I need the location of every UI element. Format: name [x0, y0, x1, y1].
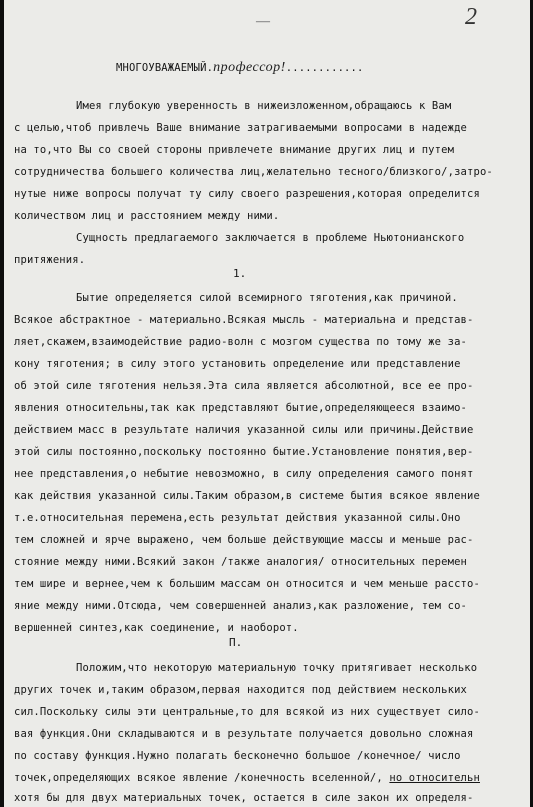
section-1-line: кону тяготения; в силу этого установить определение или представление [14, 358, 461, 370]
essence-line: притяжения. [14, 254, 86, 266]
section-1-line: нее представления,о небытие невозможно, в силу определения самого понят [14, 468, 474, 480]
section-2-line: Положим,что некоторую материальную точку притягивает несколько [76, 662, 478, 674]
section-1-line: яние между ними.Отсюда, чем совершенней анализ,как разложение, тем со- [14, 600, 468, 612]
section-1-line: об этой силе тяготения нельзя.Эта сила является абсолютной, все ее про- [14, 380, 474, 392]
section-1-line: ляет,скажем,взаимодействие радио-волн с мозгом существа по тому же за- [14, 336, 468, 348]
section-1-line: т.е.относительная перемена,есть результат действия указанной силы.Оно [14, 512, 461, 524]
section-1-line: действием масс в результате наличия указанной силы или причины.Действие [14, 424, 474, 436]
intro-line: количеством лиц и расстоянием между ними. [14, 210, 280, 222]
intro-line: нутые ниже вопросы получат ту силу своего разрешения,которая определится [14, 188, 480, 200]
intro-line: на то,что Вы со своей стороны привлечете внимание других лиц и путем [14, 144, 455, 156]
top-mark: — [256, 14, 270, 29]
salutation-handwritten: профессор! [213, 60, 286, 75]
section-2-line: по составу функция.Нужно полагать бесконечно большое /конечное/ число [14, 750, 461, 762]
section-2-heading: П. [229, 636, 243, 649]
essence-line: Сущность предлагаемого заключается в проблеме Ньютонианского [76, 232, 465, 244]
section-2-line: вая функция.Они складываются и в результате получается довольно сложная [14, 728, 474, 740]
page-number: 2 [465, 4, 477, 30]
section-1-line: Всякое абстрактное - материально.Всякая мысль - материальна и представ- [14, 314, 474, 326]
underlined-phrase: но относительн [389, 772, 480, 784]
intro-line: сотрудничества большего количества лиц,желательно тесного/близкого/,затро- [14, 166, 493, 178]
section-2-line: сил.Поскольку силы эти центральные,то для всякой из них существует сило- [14, 706, 480, 718]
intro-line: Имея глубокую уверенность в нижеизложенном,обращаюсь к Вам [76, 100, 452, 112]
section-1-line: стояние между ними.Всякий закон /также аналогия/ относительных перемен [14, 556, 468, 568]
section-1-line: явления относительны,так как представляют бытие,определяющееся взаимо- [14, 402, 468, 414]
salutation-typed: МНОГОУВАЖАЕМЫЙ. [116, 62, 214, 74]
salutation-line [116, 61, 363, 75]
section-1-line: как действия указанной силы.Таким образом,в системе бытия всякое явление [14, 490, 480, 502]
section-2-line: других точек и,таким образом,первая находится под действием нескольких [14, 684, 468, 696]
section-1-line: тем шире и вернее,чем к большим массам он относится и чем меньше рассто- [14, 578, 480, 590]
section-1-line: вершенней синтез,как соединение, и наоборот. [14, 622, 299, 634]
section-2-line [14, 771, 480, 785]
section-1-heading: 1. [233, 267, 247, 280]
section-1-line: тем сложней и ярче выражено, чем больше действующие массы и меньше рас- [14, 534, 474, 546]
intro-line: с целью,чтоб привлечь Ваше внимание затрагиваемыми вопросами в надежде [14, 122, 468, 134]
document-page [4, 0, 530, 807]
salutation-dots: ............ [285, 62, 364, 74]
section-2-line: хотя бы для двух материальных точек, остается в силе закон их определя- [14, 792, 474, 804]
section-1-line: этой силы постоянно,поскольку постоянно бытие.Установление понятия,вер- [14, 446, 474, 458]
section-1-line: Бытие определяется силой всемирного тяготения,как причиной. [76, 292, 458, 304]
section-2-line-text: точек,определяющих всякое явление /конечность вселенной/, [14, 772, 383, 784]
